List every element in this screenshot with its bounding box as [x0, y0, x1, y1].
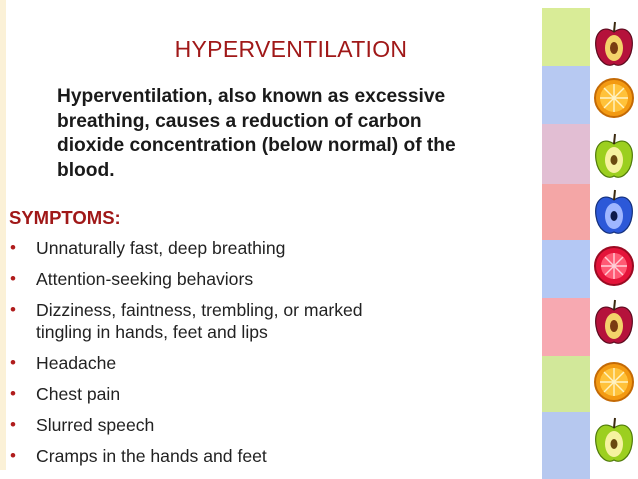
intro-line: blood. — [57, 159, 115, 181]
intro-line: Hyperventilation, also known as excessive — [57, 86, 446, 107]
green-apple-icon — [592, 130, 636, 182]
symptom-item — [9, 352, 529, 374]
symptoms-heading: SYMPTOMS: — [9, 207, 121, 228]
symptom-text: Headache — [36, 353, 117, 373]
symptom-text: Slurred speech — [36, 415, 155, 435]
symptom-item — [9, 383, 529, 405]
symptom-item — [9, 299, 529, 343]
color-tile — [542, 124, 597, 184]
symptom-text: Dizziness, faintness, trembling, or marked — [36, 300, 363, 320]
symptom-text: Unnaturally fast, deep breathing — [36, 238, 286, 258]
intro-line: breathing, causes a reduction of carbon — [57, 110, 422, 132]
symptom-list — [9, 237, 529, 476]
symptom-text: Chest pain — [36, 384, 121, 404]
bullet-icon: • — [10, 238, 16, 257]
orange-slice-icon — [592, 72, 636, 124]
intro-paragraph — [57, 85, 537, 183]
symptom-item — [9, 445, 529, 467]
bullet-icon: • — [10, 269, 16, 288]
red-apple-icon — [592, 18, 636, 70]
bullet-icon: • — [10, 446, 16, 465]
green-apple-icon — [592, 414, 636, 466]
symptom-item — [9, 268, 529, 290]
left-border — [0, 0, 6, 470]
bullet-icon: • — [10, 353, 16, 372]
color-tile — [542, 240, 597, 298]
fruit-column — [590, 0, 638, 479]
color-tile — [542, 298, 597, 356]
symptom-item — [9, 414, 529, 436]
color-tile — [542, 184, 597, 240]
bullet-icon: • — [10, 415, 16, 434]
symptom-text: tingling in hands, feet and lips — [36, 322, 268, 342]
orange-slice-icon — [592, 356, 636, 408]
page-title: HYPERVENTILATION — [174, 36, 408, 62]
color-tile — [542, 8, 597, 66]
bullet-icon: • — [10, 384, 16, 403]
bullet-icon: • — [10, 300, 16, 319]
color-tile — [542, 356, 597, 412]
symptom-text: Attention-seeking behaviors — [36, 269, 254, 289]
color-tile — [542, 412, 597, 479]
blue-apple-icon — [592, 186, 636, 238]
red-apple-icon — [592, 296, 636, 348]
red-slice-icon — [592, 240, 636, 292]
intro-line: dioxide concentration (below normal) of the — [57, 135, 456, 156]
color-tile — [542, 66, 597, 124]
symptom-text: Cramps in the hands and feet — [36, 446, 267, 466]
symptom-item — [9, 237, 529, 259]
